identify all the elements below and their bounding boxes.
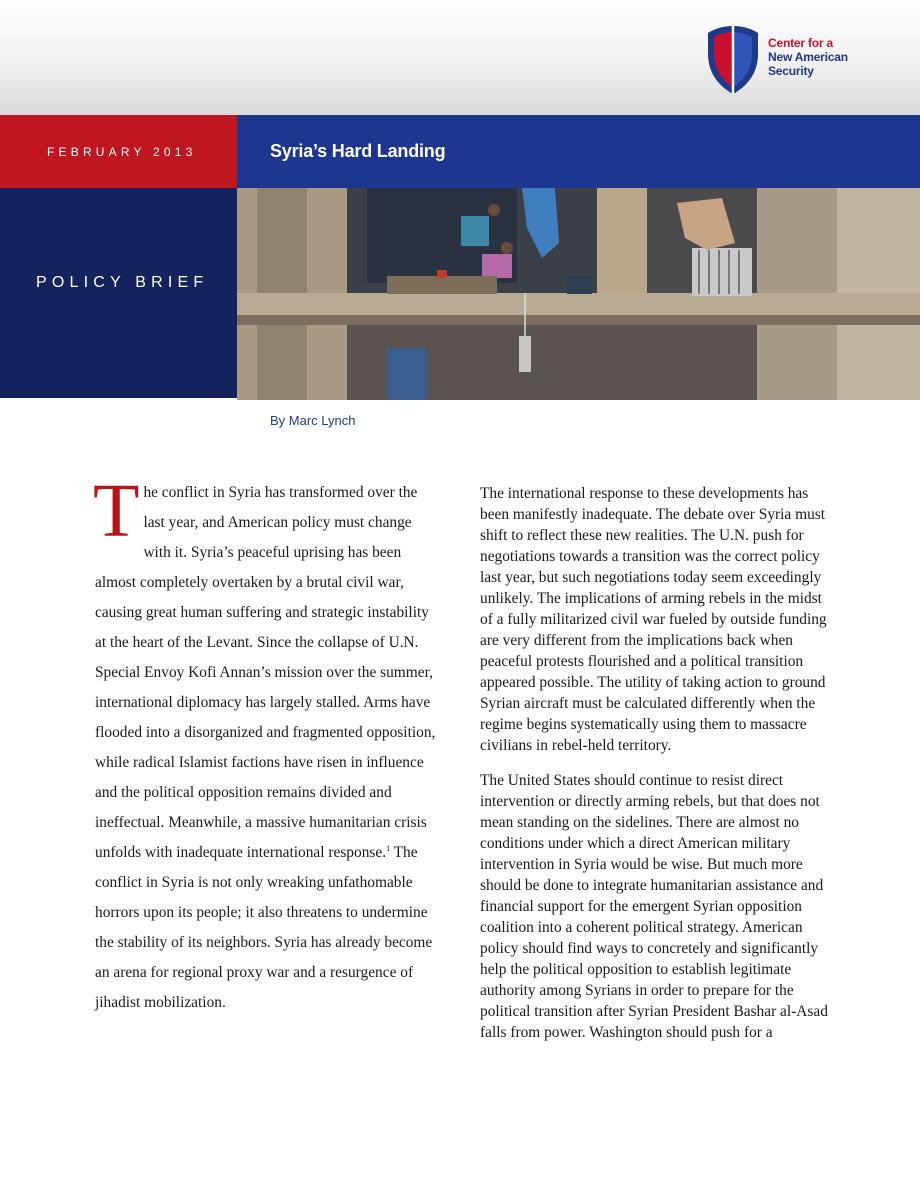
article-column-right [480,483,830,1057]
logo-line-3: Security [768,64,814,78]
logo-line-2: New American [768,50,848,64]
lead-text-part-2: The conflict in Syria is not only wreaking unfathomable horrors upon its people; it also threatens to undermine the stability of its neighbors. Syria has already become an arena for regional proxy war and a resurgence of jihadist mobilization. [95,844,433,1011]
title-bar [237,115,920,188]
logo-line-1: Center for a [768,36,833,50]
date-box [0,115,237,188]
lead-text-part-1: he conflict in Syria has transformed over the last year, and American policy must change with it. Syria’s peaceful uprising has been almost completely overtaken by a brutal civil war, causing great human suffering and strategic instability at the heart of the Levant. Since the collapse of U.N. Special Envoy Kofi Annan’s mission over the summer, international diplomacy has largely stalled. Arms have flooded into a disorganized and fragmented opposition, while radical Islamist factions have risen in influence and the political opposition remains divided and ineffectual. Meanwhile, a massive humanitarian crisis unfolds with inadequate international response. [95,484,436,861]
footnote-marker: 1 [386,844,391,853]
byline: By Marc Lynch [270,413,356,428]
shield-icon [706,24,760,96]
drop-cap: T [93,469,140,553]
document-type-label: POLICY BRIEF [36,274,209,291]
paragraph-2: The international response to these developments has been manifestly inadequate. The debate over Syria must shift to reflect these new realities. The U.N. push for negotiations towards a transition was the correct policy last year, but such negotiations today seem exceedingly unlikely. The implications of arming rebels in the midst of a fully militarized civil war fueled by outside funding are very different from the implications back when peaceful protests flourished and a political transition appeared possible. The utility of taking action to ground Syrian aircraft must be calculated differently when the regime begins systematically using them to massacre civilians in rebel-held territory. [480,485,827,754]
cnas-logo [706,24,856,96]
policy-brief-box [0,188,237,398]
publication-date: FEBRUARY 2013 [47,144,197,159]
article-column-left [93,469,440,1018]
document-title: Syria’s Hard Landing [270,141,446,161]
paragraph-3: The United States should continue to resist direct intervention or directly arming rebels, but that does not mean standing on the sidelines. There are almost no conditions under which a direct American military intervention in Syria would be wise. But much more should be done to integrate humanitarian assistance and financial support for the emergent Syrian opposition coalition into a coherent political strategy. American policy should find ways to concretely and significantly help the political opposition to establish legitimate authority among Syrians in order to prepare for the political transition after Syrian President Bashar al-Asad falls from power. Washington should push for a [480,772,828,1041]
lead-paragraph [93,469,440,1018]
cover-photo [237,188,920,400]
logo-wordmark [768,36,848,78]
